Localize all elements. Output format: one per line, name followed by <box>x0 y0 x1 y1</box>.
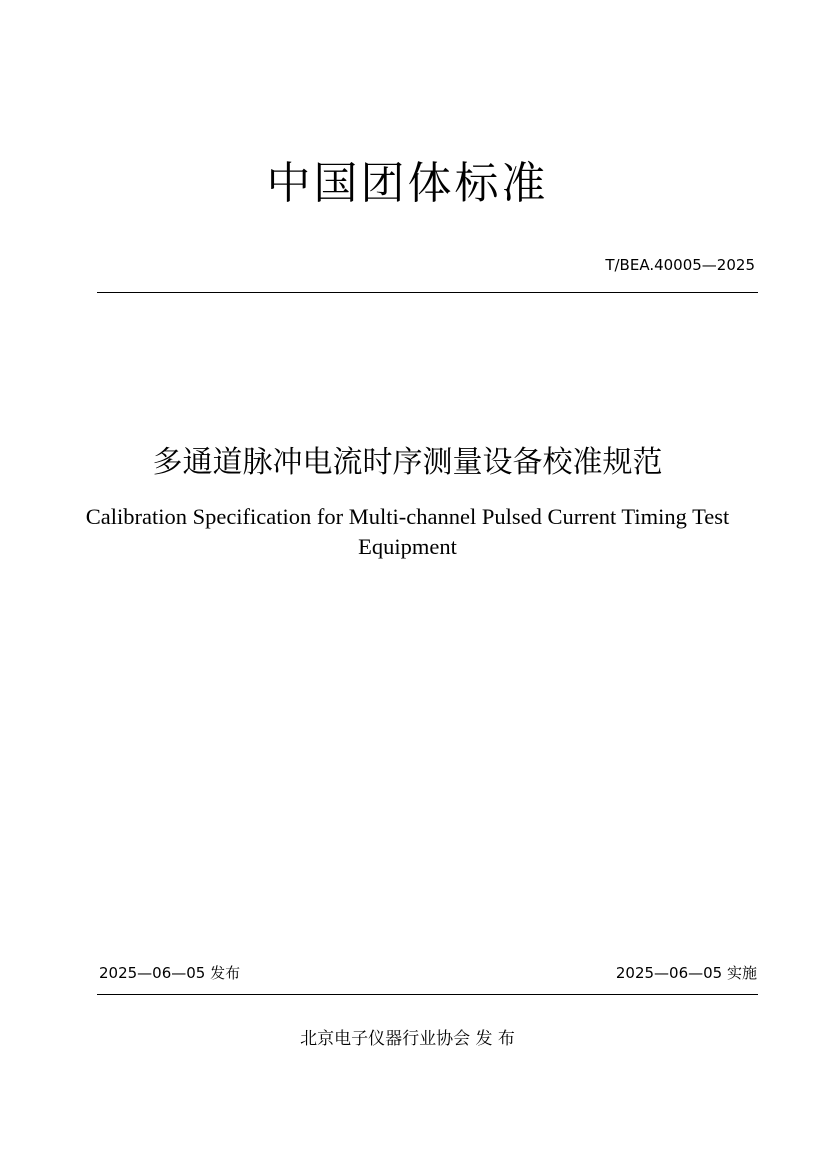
issue-date: 2025—06—05 发布 <box>99 964 241 982</box>
implementation-date: 2025—06—05 实施 <box>615 964 757 982</box>
standard-number: T/BEA.40005—2025 <box>605 256 755 274</box>
document-title-english: Calibration Specification for Multi-channel Pulsed Current Timing Test Equipment <box>85 504 730 559</box>
standard-category-heading: 中国团体标准 <box>266 158 549 209</box>
footer-divider <box>97 994 758 995</box>
header-divider <box>97 292 758 293</box>
publisher-line: 北京电子仪器行业协会 发 布 <box>300 1029 515 1049</box>
document-title-chinese: 多通道脉冲电流时序测量设备校准规范 <box>152 445 663 480</box>
